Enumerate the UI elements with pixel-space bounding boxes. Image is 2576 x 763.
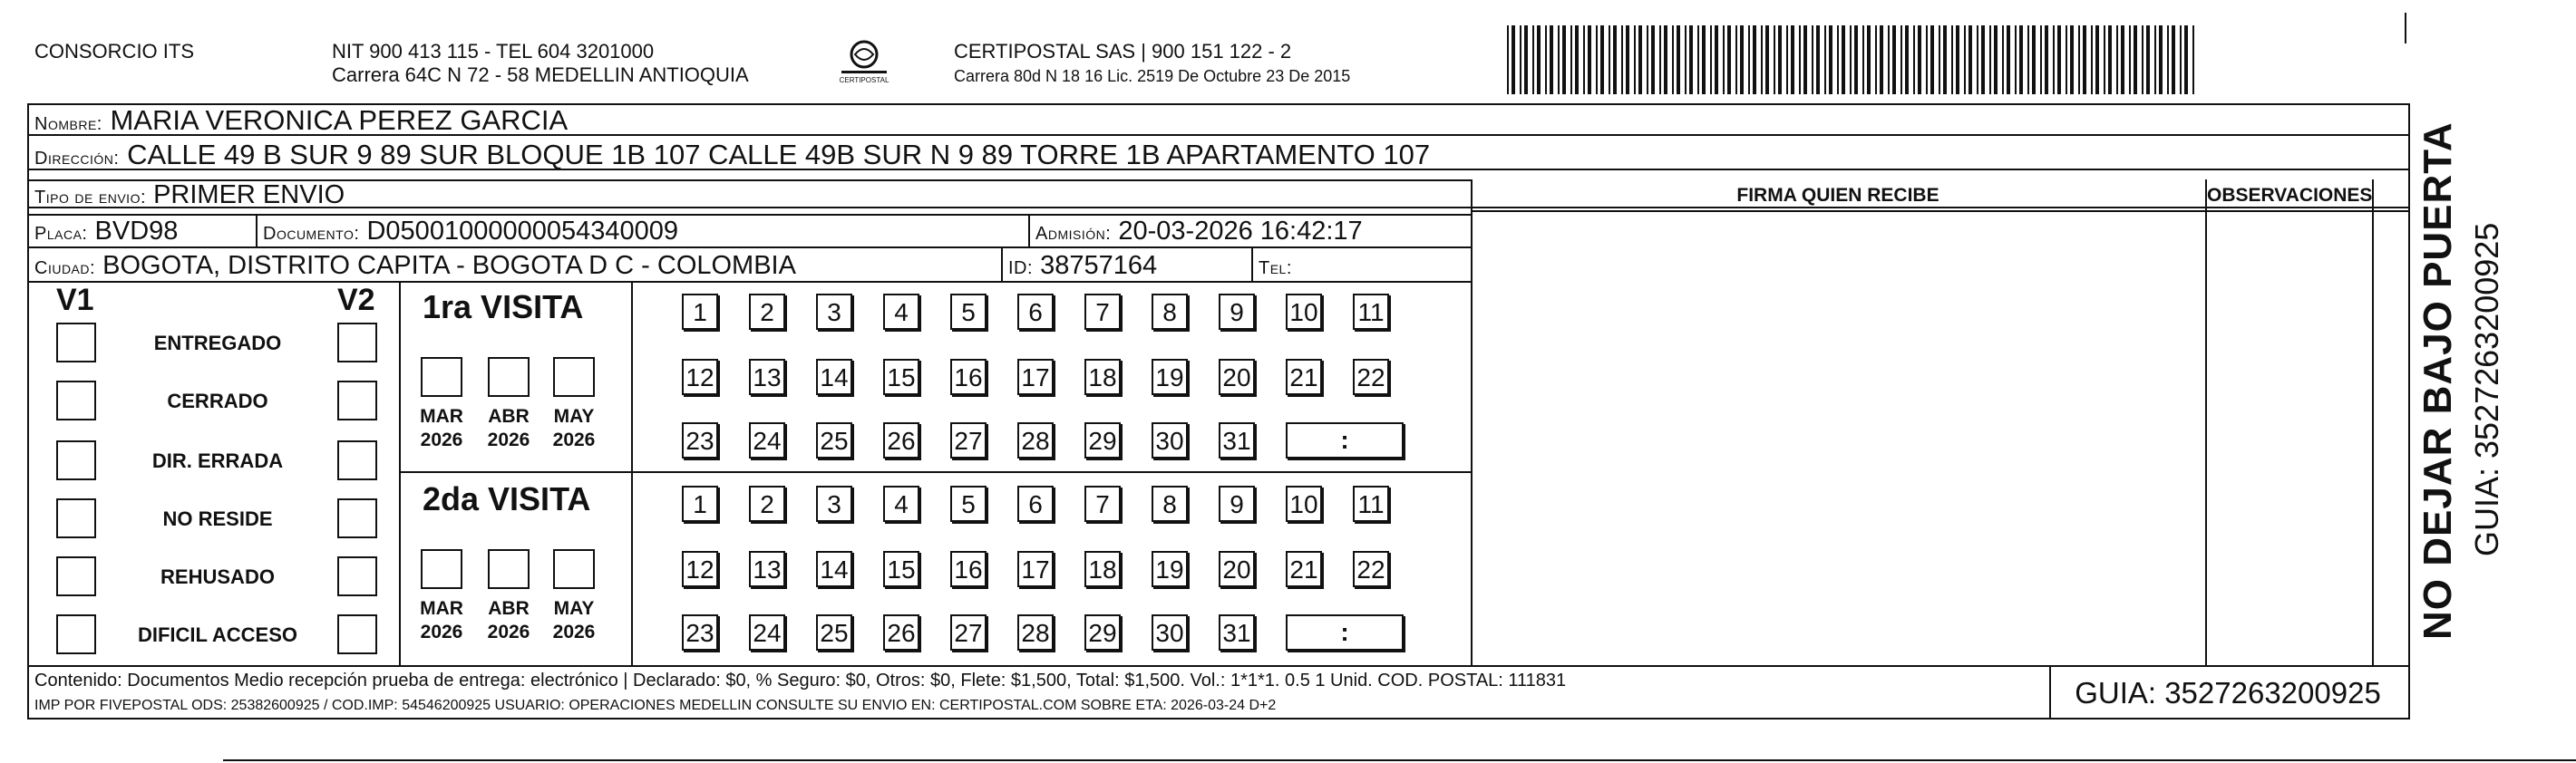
v2-checkbox[interactable] [337,498,377,538]
barcode-bar [1524,25,1528,94]
company-name: CONSORCIO ITS [34,40,195,63]
barcode-bar [2032,25,2036,94]
barcode-bar [2027,25,2029,94]
document-value: D0500100000005434000​9 [366,217,678,246]
year-label: 2026 [487,430,530,450]
barcode-bar [1867,25,1871,94]
barcode-bar [1613,25,1617,94]
barcode-bar [1943,25,1947,94]
month-checkbox[interactable] [553,357,595,397]
day-box[interactable]: 6 [1017,486,1054,522]
day-box[interactable]: 29 [1084,614,1121,651]
day-box[interactable]: 1 [682,294,718,330]
day-box[interactable]: 16 [950,359,987,395]
divider-status [399,281,401,665]
barcode-bar [1799,25,1801,94]
barcode-bar [1939,25,1940,94]
barcode-bar [1659,25,1661,94]
barcode-bar [1803,25,1807,94]
barcode-bar [1512,25,1515,94]
day-box[interactable]: 25 [816,422,852,459]
id-value: 38757164 [1040,251,1158,280]
day-box[interactable]: 12 [682,359,718,395]
day-box[interactable]: 7 [1084,294,1121,330]
v2-checkbox[interactable] [337,323,377,362]
rule-footer [27,665,2410,667]
day-box[interactable]: 5 [950,294,987,330]
barcode-bar [1520,25,1521,94]
barcode-bar [1651,25,1655,94]
barcode-bar [2192,25,2194,94]
barcode-bar [1981,25,1985,94]
nit-line: NIT 900 413 115 - TEL 604 3201000 [332,40,655,63]
day-box[interactable]: 3 [816,486,852,522]
barcode-bar [1816,25,1820,94]
year-label: 2026 [420,622,463,642]
barcode-bar [1926,25,1928,94]
divider-signature [1471,179,1473,665]
barcode-bar [2108,25,2112,94]
day-box[interactable]: 13 [749,551,785,587]
shipping-type-label: Tipo de envio: [34,188,147,208]
carrier-address: Carrera 80d N 18 16 Lic. 2519 De Octubre 23 De 2015 [954,67,1351,85]
barcode-bar [2180,25,2182,94]
barcode-bar [1875,25,1877,94]
day-box[interactable]: 4 [883,486,919,522]
barcode-bars [1507,25,2202,94]
month-label: MAR [420,598,463,619]
day-box[interactable]: 19 [1152,359,1188,395]
barcode-bar [1786,25,1788,94]
status-option-label: REHUSADO [160,565,275,588]
shipping-type: PRIMER ENVIO [153,180,345,209]
barcode-bar [1550,25,1553,94]
barcode-bar [1791,25,1794,94]
day-box[interactable]: 14 [816,359,852,395]
day-box[interactable]: 1 [682,486,718,522]
barcode-bar [1774,25,1775,94]
year-label: 2026 [420,430,463,450]
month-label: ABR [488,598,530,619]
barcode-bar [1956,25,1959,94]
day-box[interactable]: 5 [950,486,987,522]
barcode-bar [2057,25,2061,94]
barcode-bar [1862,25,1864,94]
barcode-bar [2095,25,2099,94]
barcode-bar [1765,25,1769,94]
v1-checkbox[interactable] [56,614,96,654]
barcode-bar [1968,25,1972,94]
day-box[interactable]: 3 [816,294,852,330]
barcode-bar [1837,25,1839,94]
divider-id [1251,246,1253,281]
barcode-bar [1664,25,1667,94]
barcode-bar [1727,25,1731,94]
month-checkbox[interactable] [421,357,462,397]
visit2-title: 2da VISITA [423,480,591,517]
barcode-bar [1723,25,1725,94]
status-option-label: CERRADO [167,390,268,412]
barcode-bar [1710,25,1712,94]
barcode-bar [1900,25,1902,94]
city-cell [34,250,796,284]
v1-checkbox[interactable] [56,440,96,480]
recipient-name: MARIA VERONICA PEREZ GARCIA [110,104,569,136]
barcode-bar [1989,25,1991,94]
day-box[interactable]: 23 [682,422,718,459]
barcode-bar [1918,25,1921,94]
barcode-bar [2167,25,2169,94]
id-cell [1008,250,1157,284]
company-address: Carrera 64C N 72 - 58 MEDELLIN ANTIOQUIA [332,63,749,86]
barcode-bar [2070,25,2074,94]
visit1-title: 1ra VISITA [423,288,584,325]
barcode-bar [1600,25,1604,94]
barcode-bar [1532,25,1534,94]
plate-label: Placa: [34,224,88,244]
month-checkbox[interactable] [553,549,595,589]
footer-imp: IMP POR FIVEPOSTAL ODS: 25382600925 / COD.IMP: 54546200925 USUARIO: OPERACIONES MEDELLIN CONSULTE SU ENVIO EN: CERTIPOSTAL.COM SOBRE ETA: 2026-03-24 D+2 [34,698,1277,713]
barcode-bar [2121,25,2124,94]
day-box[interactable]: 15 [883,359,919,395]
v2-header: V2 [337,283,375,317]
day-box[interactable]: 22 [1353,359,1389,395]
divider-city [1001,246,1003,281]
status-option-label: DIR. ERRADA [151,449,284,472]
v2-checkbox[interactable] [337,614,377,654]
side-guia: GUIA: 3527263200925 [2468,222,2505,556]
v1-checkbox[interactable] [56,498,96,538]
id-label: ID: [1008,258,1034,278]
month-label: MAY [553,598,595,619]
day-box[interactable]: 21 [1286,551,1322,587]
barcode-bar [1753,25,1756,94]
barcode-bar [1570,25,1572,94]
day-box[interactable]: 31 [1219,614,1255,651]
barcode-bar [2045,25,2048,94]
day-box[interactable]: 14 [816,551,852,587]
day-box[interactable]: 19 [1152,551,1188,587]
address-label: Dirección: [34,149,120,169]
day-box[interactable]: 29 [1084,422,1121,459]
day-box[interactable]: 2 [749,486,785,522]
barcode-bar [2053,25,2055,94]
day-box[interactable]: 17 [1017,551,1054,587]
barcode-bar [2184,25,2188,94]
year-label: 2026 [487,622,530,642]
barcode-bar [1609,25,1610,94]
footer-content: Contenido: Documentos Medio recepción prueba de entrega: electrónico | Declarado: $0, % Seguro: $0, Otros: $0, Flete: $1,500, Total: $1,500. Vol.: 1*1*1. 0.5 1 Unid. COD. POSTAL: 111831 [34,671,1567,691]
barcode-bar [1977,25,1978,94]
day-box[interactable]: 10 [1286,486,1322,522]
plate-cell [34,216,178,249]
barcode-bar [2154,25,2156,94]
day-box[interactable]: 11 [1353,486,1389,522]
logo-text: CERTIPOSTAL [839,76,889,84]
day-box[interactable]: 28 [1017,614,1054,651]
barcode-bar [1583,25,1585,94]
barcode-bar [1812,25,1813,94]
day-box[interactable]: 9 [1219,486,1255,522]
day-box[interactable]: 18 [1084,551,1121,587]
day-box[interactable]: 28 [1017,422,1054,459]
side-notice: NO DEJAR BAJO PUERTA [2416,121,2460,640]
shipping-type-row [34,179,345,213]
day-box[interactable]: 21 [1286,359,1322,395]
day-box[interactable]: 6 [1017,294,1054,330]
month-checkbox[interactable] [488,357,530,397]
recipient-address: CALLE 49 B SUR 9 89 SUR BLOQUE 1B 107 CALLE 49B SUR N 9 89 TORRE 1B APARTAMENTO 107 [127,139,1431,170]
day-box[interactable]: 27 [950,614,987,651]
day-box[interactable]: 13 [749,359,785,395]
observations-header: OBSERVACIONES [2207,185,2373,206]
barcode-bar [1638,25,1642,94]
name-label: Nombre: [34,114,102,134]
barcode-bar [2142,25,2143,94]
rule-type [27,207,2410,208]
barcode-bar [1824,25,1826,94]
divider-observations [2205,179,2207,665]
time-box[interactable]: : [1286,422,1404,459]
day-box[interactable]: 23 [682,614,718,651]
v1-checkbox[interactable] [56,556,96,596]
day-box[interactable]: 11 [1353,294,1389,330]
year-label: 2026 [552,622,596,642]
month-checkbox[interactable] [488,549,530,589]
barcode-bar [2129,25,2131,94]
barcode-bar [1888,25,1890,94]
barcode-bar [1697,25,1699,94]
cut-line [223,759,2576,761]
tel-label: Tel: [1259,258,1292,278]
month-label: ABR [488,406,530,427]
edge-mark [2405,13,2406,43]
barcode-bar [1596,25,1598,94]
barcode-bar [1507,25,1509,94]
signature-header: FIRMA QUIEN RECIBE [1736,185,1939,206]
day-box[interactable]: 15 [883,551,919,587]
barcode-bar [1735,25,1737,94]
tel-cell [1259,250,1292,284]
barcode-bar [1930,25,1934,94]
barcode-bar [2066,25,2067,94]
name-row [34,105,568,140]
status-option-label: NO RESIDE [162,507,273,530]
document-cell [263,216,678,249]
barcode-bar [1913,25,1915,94]
day-box[interactable]: 20 [1219,551,1255,587]
barcode-bar [1689,25,1693,94]
status-option-label: ENTREGADO [153,332,282,354]
footer-guia: GUIA: 3527263200925 [2075,676,2381,710]
day-box[interactable]: 7 [1084,486,1121,522]
v1-checkbox[interactable] [56,381,96,420]
city-label: Ciudad: [34,258,96,278]
barcode-bar [2146,25,2150,94]
barcode-bar [2002,25,2004,94]
v1-header: V1 [56,283,94,317]
barcode-bar [1621,25,1623,94]
barcode-bar [1588,25,1591,94]
barcode-bar [1905,25,1909,94]
carrier-line: CERTIPOSTAL SAS | 900 151 122 - 2 [954,40,1292,63]
barcode-bar [1740,25,1744,94]
day-box[interactable]: 26 [883,614,919,651]
barcode-bar [1545,25,1547,94]
day-box[interactable]: 17 [1017,359,1054,395]
day-box[interactable]: 12 [682,551,718,587]
status-option-label: DIFICIL ACCESO [137,623,297,646]
barcode-bar [1854,25,1858,94]
barcode-bar [1880,25,1883,94]
admission-value: 20-03-2026 16:42:17 [1118,217,1363,246]
day-box[interactable]: 8 [1152,294,1188,330]
barcode-bar [2091,25,2093,94]
time-box[interactable]: : [1286,614,1404,651]
city-value: BOGOTA, DISTRITO CAPITA - BOGOTA D C - COLOMBIA [102,251,796,280]
barcode-bar [2015,25,2017,94]
barcode-bar [1562,25,1566,94]
rule-sign-header [1471,210,2410,212]
barcode-bar [2159,25,2163,94]
day-box[interactable]: 24 [749,422,785,459]
day-box[interactable]: 30 [1152,614,1188,651]
barcode-bar [1748,25,1750,94]
admission-label: Admisión: [1035,224,1112,244]
barcode-bar [1951,25,1953,94]
barcode-bar [1672,25,1674,94]
v1-checkbox[interactable] [56,323,96,362]
day-box[interactable]: 16 [950,551,987,587]
day-box[interactable]: 30 [1152,422,1188,459]
day-box[interactable]: 4 [883,294,919,330]
year-label: 2026 [552,430,596,450]
divider-plate [256,214,258,246]
day-box[interactable]: 2 [749,294,785,330]
day-box[interactable]: 8 [1152,486,1188,522]
barcode-bar [1964,25,1966,94]
barcode-bar [1626,25,1629,94]
barcode-bar [1558,25,1560,94]
barcode-bar [1892,25,1896,94]
day-box[interactable]: 25 [816,614,852,651]
barcode-bar [1778,25,1782,94]
barcode-bar [1702,25,1706,94]
day-box[interactable]: 27 [950,422,987,459]
day-box[interactable]: 20 [1219,359,1255,395]
month-checkbox[interactable] [421,549,462,589]
barcode-bar [2116,25,2118,94]
barcode-bar [1994,25,1998,94]
day-box[interactable]: 31 [1219,422,1255,459]
v2-checkbox[interactable] [337,556,377,596]
barcode-bar [1829,25,1832,94]
barcode-bar [1647,25,1648,94]
divider-right [2372,179,2374,665]
document-label: Documento: [263,224,360,244]
month-label: MAR [420,406,463,427]
barcode-bar [1677,25,1680,94]
barcode-bar [2019,25,2023,94]
day-box[interactable]: 24 [749,614,785,651]
barcode-bar [1575,25,1579,94]
barcode-bar [1715,25,1718,94]
day-box[interactable]: 9 [1219,294,1255,330]
day-box[interactable]: 10 [1286,294,1322,330]
barcode-bar [1842,25,1845,94]
v2-checkbox[interactable] [337,440,377,480]
barcode-bar [2040,25,2042,94]
day-box[interactable]: 22 [1353,551,1389,587]
barcode-bar [2104,25,2105,94]
barcode-bar [2172,25,2175,94]
barcode-bar [1850,25,1852,94]
barcode-bar [2134,25,2137,94]
barcode-bar [1761,25,1763,94]
barcode-bar [2007,25,2010,94]
barcode-bar [1685,25,1687,94]
address-row [34,140,1430,174]
day-box[interactable]: 18 [1084,359,1121,395]
admission-cell [1035,216,1363,249]
month-label: MAY [553,406,595,427]
day-box[interactable]: 26 [883,422,919,459]
barcode-bar [1634,25,1636,94]
barcode-bar [2083,25,2086,94]
divider-months [631,281,633,665]
v2-checkbox[interactable] [337,381,377,420]
barcode [1507,25,2202,94]
barcode-bar [2078,25,2080,94]
rule-visits [399,471,1471,473]
plate-value: BVD98 [94,217,179,246]
divider-document [1028,214,1030,246]
barcode-bar [1537,25,1541,94]
